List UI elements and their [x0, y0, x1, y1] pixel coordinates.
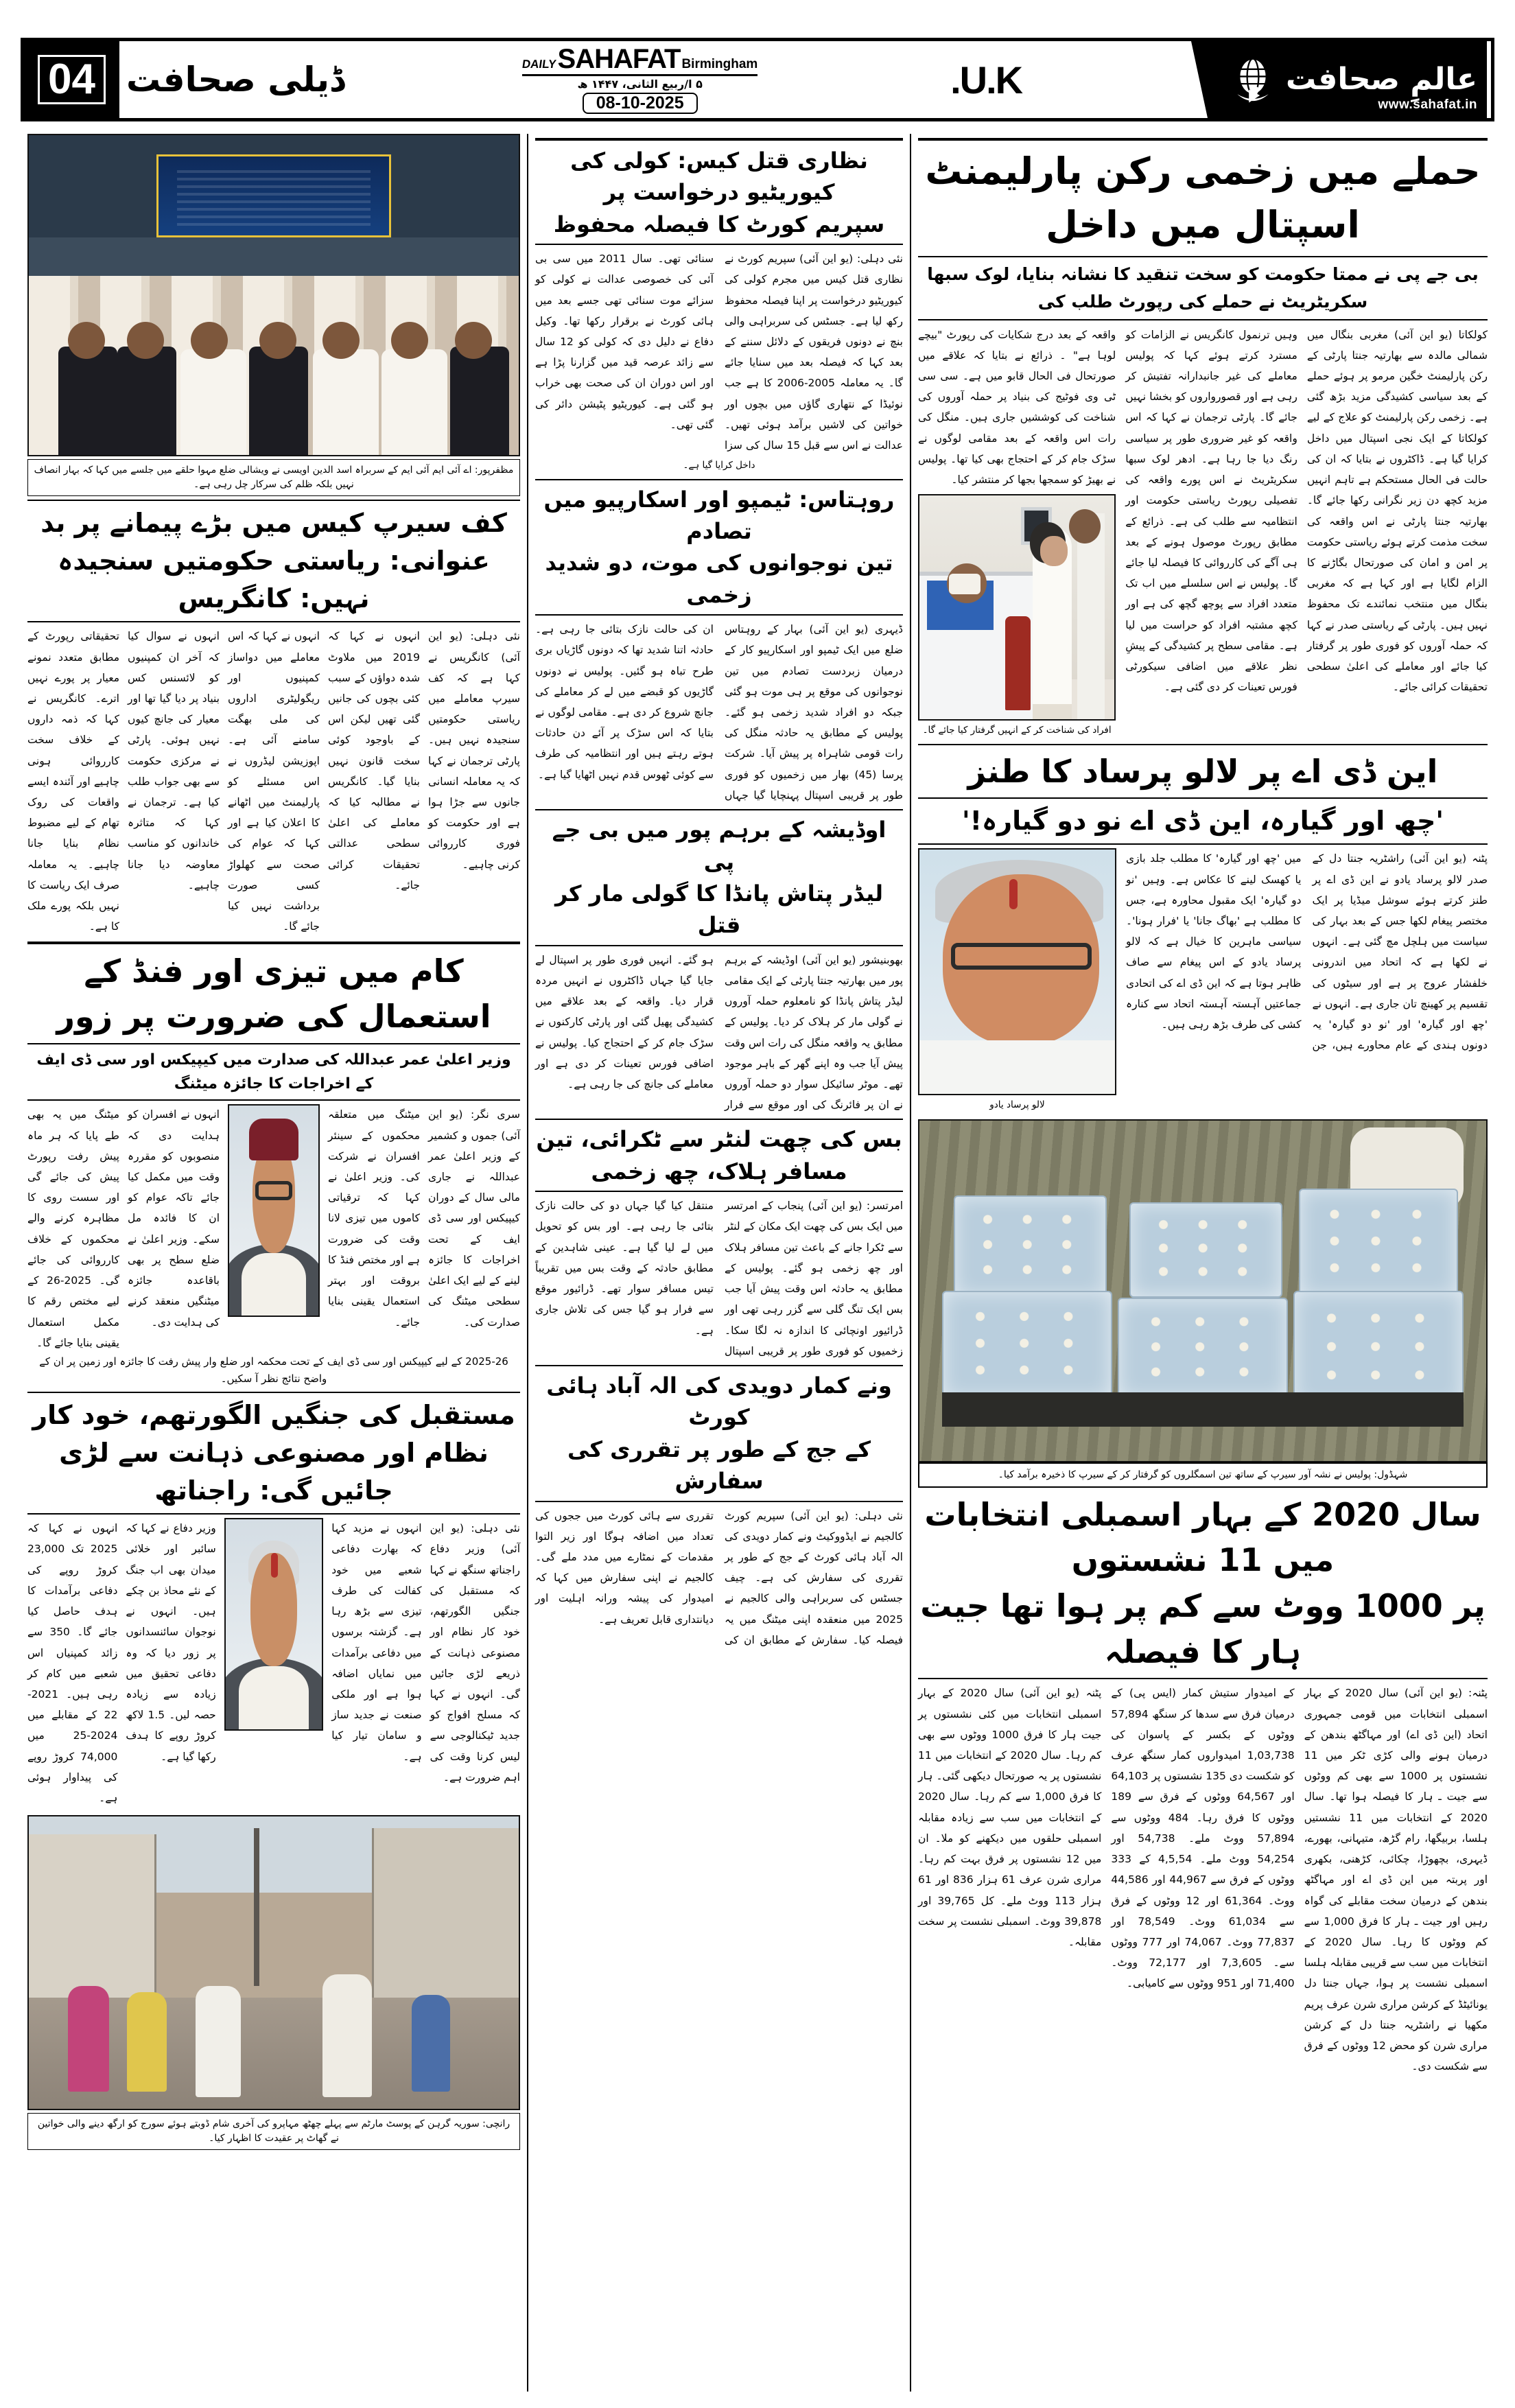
hospital-photo-caption: افراد کی شناخت کر کے انہیں گرفتار کیا جائے گا۔ — [922, 725, 1112, 736]
edition-city: Birmingham — [681, 57, 758, 71]
hospital-visit-photo — [918, 494, 1116, 721]
cough-syrup-col-5: تحقیقاتی رپورٹ کے مطابق متعدد نمونے معیار پر پورے نہیں اترے۔ کانگریس نے کہا کہ ذمہ داروں کے خلاف سخت کارروائی ہونی چاہیے اور آئندہ ایسے واقعات کی روک تھام کے لیے مضبوط نظام بنایا جانا چاہیے۔ یہ معاملہ صرف ایک ریاست کا نہیں بلکہ پورے ملک کا ہے۔ — [27, 630, 119, 933]
publication-date: 08-10-2025 — [583, 93, 698, 114]
capex-subcaption: 2025-26 کے لیے کیپیکس اور سی ڈی ایف کے تحت محکمہ اور ضلع وار پیش رفت کا جائزہ اور زمین پر ان کے واضح نتائج نظر آ سکیں۔ — [39, 1355, 508, 1386]
bihar2020-headline-line2: پر 1000 ووٹ سے کم پر ہوا تھا جیت ہار کا فیصلہ — [920, 1587, 1485, 1670]
divider — [535, 1191, 903, 1192]
brand-title-urdu: عالمِ صحافت — [1285, 62, 1477, 97]
capex-headline: کام میں تیزی اور فنڈ کے استعمال کی ضرورت پر زور — [56, 952, 491, 1036]
capex-col-1: سری نگر: (یو این آئی) جموں و کشمیر کے وزیر اعلیٰ عمر عبداللہ نے جاری مالی سال کے دوران کیپیکس اور سی ڈی ایف کے تحت اخراجات کا جائزہ لینے کے لیے ایک اعلیٰ سطحی میٹنگ کی صدارت کی۔ — [428, 1108, 520, 1329]
nithari-headline-line3: سپریم کورٹ کا فیصلہ محفوظ — [553, 211, 885, 237]
bihar2020-article-body — [918, 1683, 1488, 2077]
region-label: U.K. — [950, 58, 1022, 102]
divider — [918, 138, 1488, 141]
tilak-icon — [1009, 879, 1018, 909]
page-number-value: 04 — [38, 55, 106, 104]
cough-syrup-headline: کف سیرپ کیس میں بڑے پیمانے پر بد عنوانی: ریاستی حکومتیں سنجیدہ نہیں: کانگریس — [40, 508, 507, 614]
cough-syrup-body — [27, 626, 520, 937]
divider — [918, 1678, 1488, 1679]
divider — [27, 1392, 520, 1393]
divider — [918, 843, 1488, 845]
divider — [27, 1043, 520, 1044]
masthead-brand-block — [1208, 41, 1487, 118]
divider — [27, 500, 520, 501]
bus-accident-body: امرتسر: (یو این آئی) پنجاب کے امرتسر میں ایک بس کی چھت ایک مکان کے لنٹر سے ٹکرا جانے کے باعث تین مسافر ہلاک اور چھ زخمی ہو گئے۔ پولیس کے مطابق یہ حادثہ اس وقت پیش آیا جب بس ایک تنگ گلی سے گزر رہی تھی اور ڈرائیور اونچائی کا اندازہ نہ لگا سکا۔ زخمیوں کو فوری طور پر قریبی اسپتال منتقل کیا گیا جہاں دو کی حالت نازک بتائی جا رہی ہے۔ اور بس کو تحویل میں لے لیا گیا ہے۔ عینی شاہدین کے مطابق حادثہ کے وقت بس میں تقریباً تیس مسافر سوار تھے۔ ڈرائیور موقع سے فرار ہو گیا جس کی تلاش جاری ہے۔ — [535, 1200, 903, 1357]
divider — [535, 809, 903, 810]
divider — [27, 621, 520, 622]
rajnath-body — [27, 1518, 520, 1808]
syrup-photo-caption: شہڈول: پولیس نے نشہ آور سیرپ کے ساتھ تین اسمگلروں کو گرفتار کر کے سیرپ کا ذخیرہ برآمد کیا۔ — [918, 1462, 1488, 1488]
paper-name: SAHAFAT — [557, 44, 681, 74]
column-right — [911, 134, 1494, 2392]
lalu-subhead: 'چھ اور گیارہ، این ڈی اے نو دو گیارہ!' — [962, 806, 1444, 837]
owaisi-rally-photo — [27, 134, 520, 456]
website-url[interactable]: www.sahafat.in — [1378, 97, 1477, 112]
capex-subhead: وزیر اعلیٰ عمر عبداللہ کی صدارت میں کیپیکس اور سی ڈی ایف کے اخراجات کا جائزہ میٹنگ — [36, 1051, 511, 1093]
rohtas-headline-line1: روہتاس: ٹیمپو اور اسکارپیو میں تصادم — [543, 486, 895, 544]
bihar2020-body-col-3: پٹنہ (یو این آئی) سال 2020 کے بہار اسمبلی انتخابات میں کئی نشستوں پر جیت ہار کا فرق 1000 ووٹوں سے بھی کم رہا۔ سال 2020 کے انتخابات میں 11 نشستوں پر یہ صورتحال دیکھی گئی۔ ہار کا فرق 1,000 سے کم رہا۔ سال 2020 کے انتخابات میں سب سے زیادہ مقابلہ اسمبلی حلقوں میں دیکھنے کو ملا۔ ان میں 12 نشستوں پر فرق بہت کم رہا۔ مراری شرن عرف 61 ہزار 836 اور 61 ہزار 113 ووٹ ملے۔ کل 39,765 اور 39,878 ووٹ۔ اسمبلی نشست پر سخت مقابلہ۔ — [918, 1687, 1102, 1948]
masthead-title-block — [28, 41, 357, 118]
lalu-photo-caption: لالو پرساد یادو — [989, 1099, 1045, 1111]
rajnath-col-1: نئی دہلی: (یو این آئی) وزیر دفاع راجناتھ سنگھ نے کہا کہ مستقبل کی جنگیں الگورتھم، خود کار نظام اور مصنوعی ذہانت کے ذریعے لڑی جائیں گی۔ انہوں نے کہا کہ مسلح افواج کو جدید ٹیکنالوجی سے لیس کرنا وقت کی اہم ضرورت ہے۔ — [430, 1522, 520, 1784]
capex-col-4: میٹنگ میں یہ بھی طے پایا کہ ہر ماہ پیش رفت رپورٹ پیش کی جائے گی اور سست روی کا مظاہرہ کرنے والے محکموں کے خلاف کارروائی کی جائے گی۔ 2025-26 کے لیے مختص رقم کا مکمل استعمال یقینی بنایا جائے گا۔ — [27, 1108, 120, 1349]
masthead-center — [515, 45, 764, 114]
divider — [918, 744, 1488, 745]
cough-syrup-col-3: انہوں نے کہا کہ اس معاملے میں دواساز کمپنیوں اور ریگولیٹری اداروں کی ملی بھگت سامنے آئی ہے۔ اپوزیشن لیڈروں نے اس مسئلے کو پارلیمنٹ میں اٹھانے کا اعلان کیا ہے اور کہا کہ عوام کی صحت سے کھلواڑ کسی صورت برداشت نہیں کیا جائے گا۔ — [228, 630, 320, 933]
cough-syrup-col-2: انہوں نے کہا کہ 2019 میں ملاوٹ شدہ دواؤں کے سبب کئی بچوں کی جانیں گئی تھیں لیکن اس کے باوجود کوئی سخت قانون نہیں بنایا گیا۔ کانگریس نے مطالبہ کیا کہ معاملے کی اعلیٰ سطحی عدالتی تحقیقات کرائی جائے۔ — [328, 630, 420, 891]
capex-col-3: انہوں نے افسران کو ہدایت دی کہ منصوبوں کو مقررہ وقت میں مکمل کیا جائے تاکہ عوام کو ان کا فائدہ مل سکے۔ وزیر اعلیٰ نے ضلع سطح پر بھی باقاعدہ جائزہ میٹنگیں منعقد کرنے کی ہدایت دی۔ — [128, 1108, 220, 1329]
divider — [535, 1365, 903, 1366]
globe-icon — [1227, 54, 1279, 106]
cough-syrup-col-4: انہوں نے سوال کیا کہ آخر ان کمپنیوں کو لائسنس کس بنیاد پر دیا گیا تھا اور معیار کی جانچ کیوں نہیں ہوئی۔ پارٹی نے مرکزی حکومت سے بھی جواب طلب کیا ہے۔ ترجمان نے کہا کہ متاثرہ خاندانوں کو مناسب معاوضہ دیا جانا چاہیے۔ — [128, 630, 220, 891]
rohtas-body: ڈیہری (یو این آئی) بہار کے روہتاس ضلع میں ایک ٹیمپو اور اسکارپیو کار کے درمیان زبردست تصادم میں تین نوجوانوں کی موقع پر ہی موت ہو گئی جبکہ دو افراد شدید زخمی ہو گئے۔ پولیس کے مطابق یہ حادثہ منگل کی رات قومی شاہراہ پر پیش آیا۔ شرکت پرسا (45) بھار میں زخمیوں کو فوری طور پر قریبی اسپتال پہنچایا گیا جہاں ان کی حالت نازک بتائی جا رہی ہے۔ حادثہ اتنا شدید تھا کہ دونوں گاڑیاں بری طرح تباہ ہو گئیں۔ پولیس نے دونوں گاڑیوں کو قبضے میں لے کر معاملے کی جانچ شروع کر دی ہے۔ مقامی لوگوں نے بتایا کہ اس سڑک پر آئے دن حادثات ہوتے رہتے ہیں اور انتظامیہ کی طرف سے کوئی ٹھوس قدم نہیں اٹھایا گیا ہے۔ — [535, 623, 903, 802]
bihar2020-body-col-2: کے امیدوار ستیش کمار (ایس پی) کے درمیان فرق سے سدھا کر سنگھ 57,894 ووٹوں کے بکسر کے پاسوان کی 1,03,738 امیدواروں کمار سنگھ عرف کو شکست دی 135 نشستوں پر 64,103 اور 64,567 ووٹوں کے فرق سے 189 ووٹوں کا فرق رہا۔ 484 ووٹوں سے 57,894 ووٹ ملے۔ 54,738 اور 54,254 ووٹ ملے۔ 4,5,54 کے 333 ووٹوں کے فرق سے 44,967 اور 44,586 ووٹ۔ 61,364 اور 12 ووٹوں کے فرق سے 61,034 ووٹ۔ 78,549 اور 77,837 ووٹ۔ 74,067 اور 777 ووٹوں سے۔ 7,3,605 اور 72,177 ووٹ۔ 71,400 اور 951 ووٹوں سے کامیابی۔ — [1111, 1687, 1295, 1990]
nithari-body: نئی دہلی: (یو این آئی) سپریم کورٹ نے نظاری قتل کیس میں مجرم کولی کی کیوریٹیو درخواست پر اپنا فیصلہ محفوظ رکھ لیا ہے۔ جسٹس کی سربراہی والی بنچ نے دونوں فریقوں کے دلائل سننے کے بعد کہا کہ فیصلہ بعد میں سنایا جائے گا۔ یہ معاملہ 2005-2006 کا ہے جب نوئیڈا کے نتھاری گاؤں میں بچوں اور خواتین کی لاشیں برآمد ہوئی تھیں۔ عدالت نے اس سے قبل 15 سال کی سزا سنائی تھی۔ سال 2011 میں سی بی آئی کی خصوصی عدالت نے کولی کو سزائے موت سنائی تھی جسے بعد میں ہائی کورٹ نے برقرار رکھا تھا۔ وکیل دفاع نے دلیل دی کہ کولی کو 12 سال سے زائد عرصہ قید میں گزارنا پڑا ہے اور اس دوران ان کی صحت بھی خراب ہو گئی ہے۔ کیوریٹیو پٹیشن دائر کی گئی تھی۔ — [535, 253, 903, 452]
odisha-headline-line2: لیڈر پتاش پانڈا کا گولی مار کر قتل — [554, 880, 884, 939]
odisha-headline-line1: اوڈیشہ کے برہم پور میں بی جے پی — [552, 817, 886, 875]
capex-body — [27, 1104, 520, 1353]
street-photo-caption: رانچی: سوریہ گرہن کے پوسٹ مارٹم سے پہلے چھٹھ مہاپرو کی آخری شام ڈوبتے ہوئے سورج کو ارگھ دینے والی خواتین نے گھاٹ پر عقیدت کا اظہار کیا۔ — [27, 2113, 520, 2150]
rajnath-singh-portrait-photo — [224, 1518, 324, 1731]
page-number — [24, 41, 119, 118]
rajnath-col-2: انہوں نے مزید کہا کہ بھارت دفاعی شعبے میں خود کفالت کی طرف تیزی سے بڑھ رہا ہے۔ گزشتہ برسوں میں دفاعی برآمدات میں نمایاں اضافہ ہوا ہے اور ملکی صنعت نے جدید ساز و سامان تیار کیا ہے۔ — [331, 1522, 422, 1763]
lalu-article-body — [918, 848, 1488, 1114]
nithari-note: داخل کرایا گیا ہے۔ — [683, 460, 755, 471]
masthead-inner — [24, 41, 1491, 118]
divider — [918, 319, 1488, 320]
masthead-title-sup: ڈیلی — [268, 60, 345, 100]
chhath-puja-street-photo — [27, 1815, 520, 2110]
judge-appointment-body: نئی دہلی: (یو این آئی) سپریم کورٹ کالجیم نے ایڈووکیٹ ونے کمار دویدی کی الہ آباد ہائی کورٹ کے جج کے طور پر تقرری کی سفارش کی ہے۔ چیف جسٹس کی سربراہی والی کالجیم نے 2025 میں منعقدہ اپنی میٹنگ میں یہ فیصلہ کیا۔ سفارش کے مطابق ان کی تقرری سے ہائی کورٹ میں ججوں کی تعداد میں اضافہ ہوگا اور زیر التوا مقدمات کے نمٹارے میں مدد ملے گی۔ کالجیم نے اپنی سفارش میں کہا کہ امیدوار کی پیشہ ورانہ اہلیت اور دیانتداری قابل تعریف ہے۔ — [535, 1509, 903, 1646]
divider — [27, 1513, 520, 1515]
divider — [918, 256, 1488, 257]
rajnath-headline: مستقبل کی جنگیں الگورتھم، خود کار نظام اور مصنوعی ذہانت سے لڑی جائیں گی: راجناتھ — [32, 1399, 515, 1506]
lead-body-col-3: واقعہ کے بعد درج شکایات کی رپورٹ "بیچے لوہا ہے" ۔ ذرائع نے بتایا کہ علاقے میں صورتحال فی الحال قابو میں ہے۔ سی سی ٹی وی فوٹیج کی بنیاد پر حملہ آوروں کی شناخت کی کوششیں جاری ہیں۔ منگل کی رات اس واقعہ کے بعد مقامی لوگوں نے سڑک جام کر کے احتجاج بھی کیا تھا۔ پولیس نے بھیڑ کو سمجھا بجھا کر منتشر کیا۔ — [918, 328, 1116, 487]
spectacles-icon — [951, 943, 1092, 970]
tilak-icon — [271, 1553, 278, 1578]
stage-banner — [156, 154, 392, 237]
divider — [918, 797, 1488, 799]
seized-syrup-crates-photo — [918, 1119, 1488, 1462]
divider — [535, 945, 903, 946]
capex-col-2: میٹنگ میں متعلقہ محکموں کے سینئر افسران نے شرکت کی۔ وزیر اعلیٰ نے کہا کہ ترقیاتی کاموں میں تیزی لانا وقت کی ضرورت ہے اور مختص فنڈ کا بروقت اور بہتر استعمال یقینی بنایا جائے۔ — [328, 1108, 420, 1329]
masthead-title-main: صحافت — [126, 60, 256, 100]
column-left — [21, 134, 527, 2392]
nithari-headline-line1: نظاری قتل کیس: کولی کی — [570, 148, 868, 174]
lead-headline: حملے میں زخمی رکن پارلیمنٹ اسپتال میں داخل — [925, 150, 1481, 247]
lead-body-col-1: کولکاتا (یو این آئی) مغربی بنگال میں شمالی مالدہ سے بھارتیہ جنتا پارٹی کے رکن پارلیمنٹ خگین مرمو پر ہوئے حملے کے بعد سیاسی کشیدگی مزید بڑھ گئی ہے۔ زخمی رکن پارلیمنٹ کو علاج کے لیے کولکاتا کے ایک نجی اسپتال میں داخل کرایا گیا ہے۔ ڈاکٹروں نے بتایا کہ ان کی حالت فی الحال مستحکم ہے تاہم انہیں مزید کچھ دن زیر نگرانی رکھا جائے گا۔ بھارتیہ جنتا پارٹی نے اس واقعہ کی سخت مذمت کرتے ہوئے ریاستی حکومت پر امن و امان کی صورتحال بگاڑنے کا الزام لگایا ہے اور کہا ہے کہ مغربی بنگال میں منتخب نمائندے تک محفوظ نہیں ہیں۔ پارٹی کے ریاستی صدر نے کہا کہ حملہ آوروں کو فوری طور پر گرفتار کیا جائے اور معاملے کی اعلیٰ سطحی تحقیقات کرائی جائے۔ — [1306, 328, 1488, 694]
lead-body-col-2: وہیں ترنمول کانگریس نے الزامات کو مسترد کرتے ہوئے کہا کہ پولیس معاملے کی غیر جانبدارانہ تفتیش کر رہی ہے اور قصورواروں کو بخشا نہیں جائے گا۔ پارٹی ترجمان نے کہا کہ اس واقعہ کو غیر ضروری طور پر سیاسی رنگ دیا جا رہا ہے۔ ادھر لوک سبھا سکریٹریٹ نے اس پورے واقعہ کی تفصیلی رپورٹ ریاستی حکومت اور انتظامیہ سے طلب کی ہے۔ ذرائع کے مطابق رپورٹ موصول ہونے کے بعد ہی آگے کی کارروائی کا فیصلہ لیا جائے گا۔ پولیس نے اس سلسلے میں اب تک متعدد افراد سے پوچھ گچھ کی ہے اور کچھ مشتبہ افراد کو حراست میں لیا ہے۔ مقامی سطح پر کشیدگی کے پیشِ نظر علاقے میں اضافی سیکورٹی فورس تعینات کر دی گئی ہے۔ — [1125, 328, 1297, 694]
utility-pole — [254, 1828, 259, 1986]
daily-label: DAILY — [521, 58, 557, 71]
bihar2020-body-col-1: پٹنہ: (یو این آئی) سال 2020 کے بہار اسمبلی انتخابات میں قومی جمہوری اتحاد (این ڈی اے) اور مہاگٹھ بندھن کے درمیان ہونے والی کڑی ٹکر میں 11 نشستوں پر 1000 سے بھی کم ووٹوں سے جیت ـ ہار کا فیصلہ ہوا تھا۔ سال 2020 کے انتخابات میں 11 نشستیں ہلسا، بربیگھا، رام گڑھ، متیہانی، بھورے، ڈیہری، بچھوڑا، چکائی، کڑھنی، بکھری اور پربتہ میں این ڈی اے اور مہاگٹھ بندھن کے درمیان سخت مقابلے کی گواہ رہیں اور جیت ـ ہار کا فرق 1,000 سے کم ووٹوں کا رہا۔ سال 2020 کے انتخابات میں سب سے قریبی مقابلہ ہلسا اسمبلی نشست پر ہوا، جہاں جنتا دل یونائیٹڈ کے کرشن مراری شرن عرف پریم مکھیا نے راشٹریہ جنتا دل کے کرشن مراری شرن کو محض 12 ووٹوں کے فرق سے شکست دی۔ — [1304, 1687, 1488, 2073]
divider — [535, 479, 903, 480]
skullcap-icon — [249, 1119, 299, 1160]
column-middle — [527, 134, 911, 2392]
divider — [535, 244, 903, 245]
cough-syrup-col-1: نئی دہلی: (یو این آئی) کانگریس نے کہا ہے کہ کف سیرپ معاملے میں ریاستی حکومتیں سنجیدہ نہیں ہیں۔ پارٹی ترجمان نے کہا کہ یہ معاملہ انسانی جانوں سے جڑا ہوا ہے اور حکومت کو فوری کارروائی کرنی چاہیے۔ — [428, 630, 520, 871]
lalu-headline: این ڈی اے پر لالو پرساد کا طنز — [967, 752, 1438, 790]
nithari-headline-line2: کیوریٹیو درخواست پر — [603, 179, 835, 206]
page-content — [21, 134, 1494, 2392]
odisha-body: بھوبنیشور (یو این آئی) اوڈیشہ کے برہم پور میں بھارتیہ جنتا پارٹی کے ایک مقامی لیڈر پتاش پانڈا کو نامعلوم حملہ آوروں نے گولی مار کر ہلاک کر دیا۔ پولیس کے مطابق یہ واقعہ منگل کی رات اس وقت پیش آیا جب وہ اپنے گھر کے باہر موجود تھے۔ موٹر سائیکل سوار دو حملہ آوروں نے ان پر فائرنگ کی اور موقع سے فرار ہو گئے۔ انہیں فوری طور پر اسپتال لے جایا گیا جہاں ڈاکٹروں نے انہیں مردہ قرار دیا۔ واقعہ کے بعد علاقے میں کشیدگی پھیل گئی اور پارٹی کارکنوں نے سڑک جام کر کے احتجاج کیا۔ پولیس نے اضافی فورس تعینات کر دی ہے اور معاملے کی جانچ کی جا رہی ہے۔ — [535, 953, 903, 1112]
lead-article-body — [918, 325, 1488, 740]
divider — [535, 138, 903, 141]
rohtas-headline-line2: تین نوجوانوں کی موت، دو شدید زخمی — [545, 550, 893, 608]
bus-accident-headline: بس کی چھت لنٹر سے ٹکرائی، تین مسافر ہلاک، چھ زخمی — [536, 1126, 902, 1184]
rajnath-col-3: وزیر دفاع نے کہا کہ سائبر اور خلائی میدان بھی اب جنگ کے نئے محاذ بن چکے ہیں۔ انہوں نے نوجوان سائنسدانوں پر زور دیا کہ وہ دفاعی تحقیق میں زیادہ سے زیادہ حصہ لیں۔ 1.5 لاکھ کروڑ روپے کا ہدف رکھا گیا ہے۔ — [126, 1522, 216, 1763]
lalu-body: پٹنہ (یو این آئی) راشٹریہ جنتا دل کے صدر لالو پرساد یادو نے این ڈی اے پر طنز کرتے ہوئے سوشل میڈیا پر ایک مختصر پیغام لکھا جس کے بعد بہار کی سیاست میں ہلچل مچ گئی ہے۔ انہوں نے لکھا ہے کہ اتحاد میں اندرونی خلفشار عروج پر ہے اور سیٹوں کی تقسیم پر کھینچ تان جاری ہے۔ انہوں نے 'چھ اور گیارہ' اور 'نو دو گیارہ' یہ دونوں ہندی کے عام محاورے ہیں، جن میں 'چھ اور گیارہ' کا مطلب جلد بازی یا کھسک لینے کا عکاس ہے۔ وہیں 'نو دو گیارہ' ایک مقبول محاورہ ہے، جس کا مطلب ہے 'بھاگ جانا' یا 'فرار ہونا'۔ سیاسی ماہرین کا خیال ہے کہ لالو پرساد یادو کے اس پیغام سے صاف ظاہر ہوتا ہے کہ این ڈی اے کی اتحادی جماعتیں آہستہ آہستہ اتحاد سے کنارہ کشی کی طرف بڑھ رہی ہیں۔ — [1126, 852, 1488, 1052]
rally-photo-caption: مظفرپور: اے آئی ایم آئی ایم کے سربراہ اسد الدین اویسی نے ویشالی ضلع مہوا حلقے میں جلسے میں کہا کہ بہار انصاف نہیں بلکہ ظلم کی سرکار چل رہی ہے۔ — [27, 459, 520, 496]
omar-abdullah-portrait-photo — [228, 1104, 320, 1317]
divider — [535, 1501, 903, 1502]
masthead — [21, 38, 1494, 121]
rajnath-col-4: انہوں نے کہا کہ 2025 تک 23,000 کروڑ روپے کی دفاعی برآمدات کا ہدف حاصل کیا جائے گا۔ 350 سے زائد کمپنیاں اس شعبے میں کام کر رہی ہیں۔ 2021-22 کے مقابلے میں 2024-25 میں 74,000 کروڑ روپے کی پیداوار ہوئی ہے۔ — [27, 1522, 118, 1805]
masthead-title-urdu — [119, 60, 357, 100]
divider — [535, 1119, 903, 1120]
judge-appointment-headline-line2: کے جج کے طور پر تقرری کی سفارش — [567, 1436, 871, 1495]
divider — [535, 614, 903, 616]
spectacles-icon — [255, 1181, 293, 1200]
divider — [27, 942, 520, 944]
lalu-prasad-portrait-photo — [918, 848, 1116, 1095]
judge-appointment-headline-line1: ونے کمار دویدی کی الہ آباد ہائی کورٹ — [546, 1372, 892, 1431]
hijri-date: ۵ ا/ربیع الثانی، ۱۴۴۷ ھ — [577, 78, 703, 91]
bihar2020-headline-line1: سال 2020 کے بہار اسمبلی انتخابات میں 11 نشستوں — [924, 1495, 1481, 1579]
paper-nameplate — [522, 45, 758, 76]
lead-subhead: بی جے پی نے ممتا حکومت کو سخت تنقید کا نشانہ بنایا، لوک سبھا سکریٹریٹ نے حملے کی رپورٹ طلب کی — [927, 264, 1479, 312]
divider — [27, 1099, 520, 1101]
